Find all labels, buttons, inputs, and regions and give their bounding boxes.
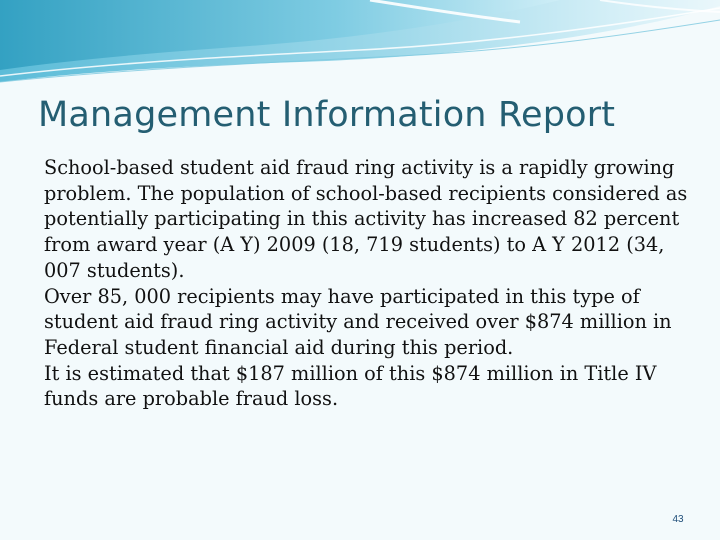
- page-number: 43: [672, 514, 684, 525]
- body-paragraph-2: Over 85, 000 recipients may have participated in this type of student aid fraud ring activity and received over $874 million in Federal student financial aid during this period.: [44, 284, 672, 359]
- body-paragraph-3: It is estimated that $187 million of this $874 million in Title IV funds are probable fraud loss.: [44, 361, 657, 411]
- decorative-header-wave: [0, 0, 720, 90]
- slide-body: [44, 155, 694, 412]
- slide-title: Management Information Report: [38, 95, 616, 135]
- body-paragraph-1: School-based student aid fraud ring activity is a rapidly growing problem. The population of school-based recipients considered as potentially participating in this activity has increased 82 percent from award year (A Y) 2009 (18, 719 students) to A Y 2012 (34, 007 students).: [44, 156, 688, 282]
